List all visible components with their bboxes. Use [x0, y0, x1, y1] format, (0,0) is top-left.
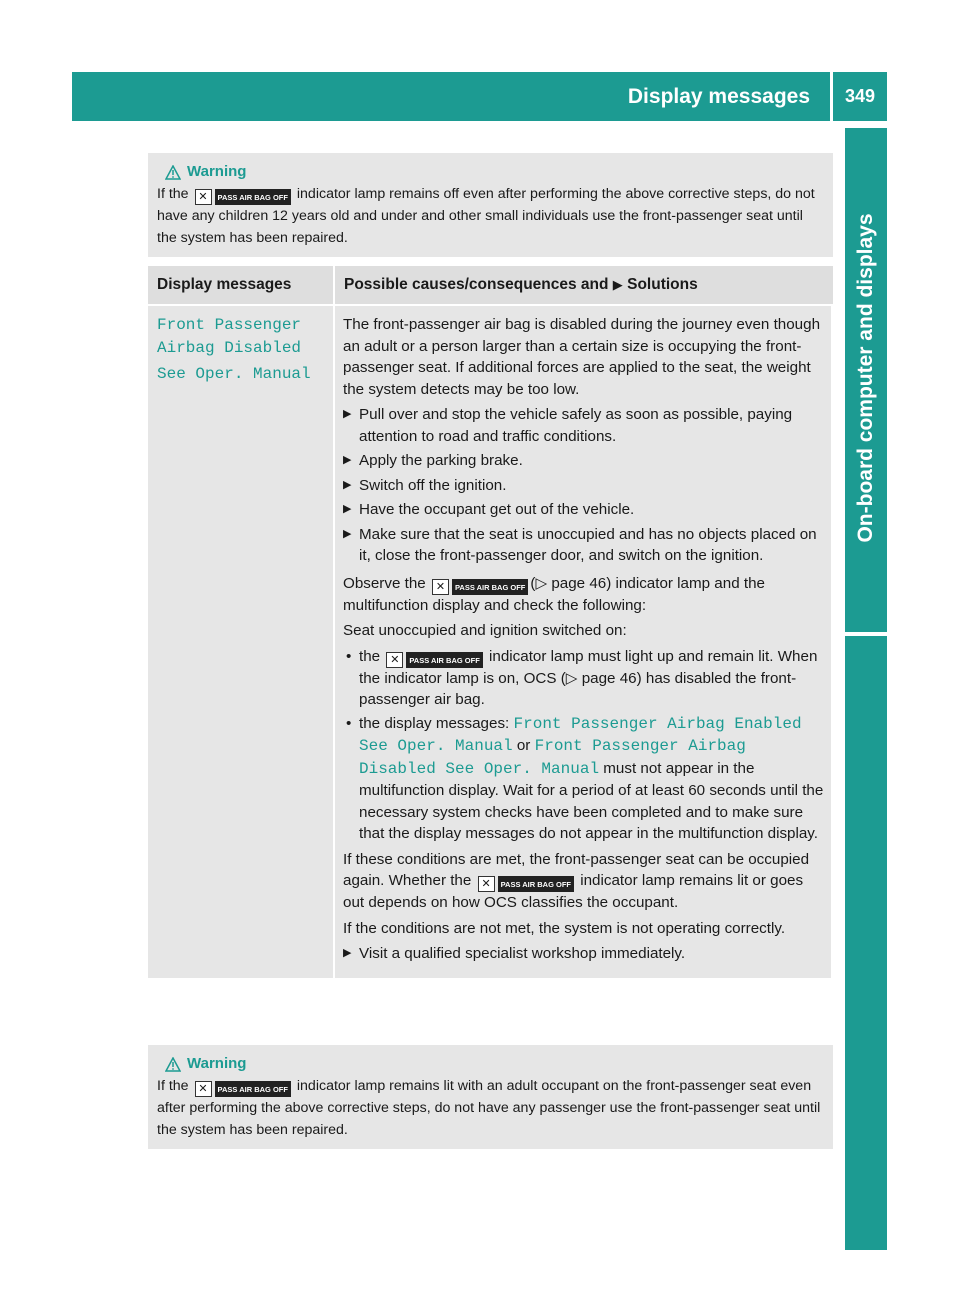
chapter-tab-label: On-board computer and displays — [854, 213, 877, 543]
condition-bullet-text — [359, 713, 825, 845]
bullet-text-end: must not appear in the multifunction display. Wait for a period of at least 60 seconds until the necessary system checks have been completed and to make sure that the display messages do not appear in the multifunction display. — [359, 759, 824, 842]
step-arrow-icon: ▶ — [343, 478, 352, 491]
warning-text-end: indicator lamp remains lit with an adult occupant on the front-passenger seat even after performing the above corrective steps, do not have any passenger use the front-passenger seat until the system has been repaired. — [157, 1078, 821, 1138]
solution-cell — [335, 306, 831, 978]
step-item — [343, 404, 825, 447]
warning-heading — [165, 1053, 824, 1075]
column-header-solutions — [335, 266, 831, 304]
step-text: Visit a qualified specialist workshop immediately. — [359, 945, 686, 962]
warning-heading-text: Warning — [187, 1055, 247, 1072]
pass-airbag-off-icon: PASS AIR BAG OFF — [215, 1081, 291, 1097]
condition-bullet — [343, 713, 825, 845]
step-text: Make sure that the seat is unoccupied and has no objects placed on it, close the front-passenger door, and switch on the ignition. — [359, 525, 817, 564]
step-item — [343, 499, 825, 521]
condition-bullet-text — [359, 646, 825, 711]
seat-occupant-icon: ✕ — [195, 1081, 212, 1097]
seat-occupant-icon: ✕ — [386, 652, 403, 668]
step-item — [343, 475, 825, 497]
bullet-dot: • — [346, 714, 352, 732]
display-messages-table — [148, 266, 833, 978]
pass-airbag-off-icon: PASS AIR BAG OFF — [406, 652, 482, 668]
step-text: Have the occupant get out of the vehicle. — [359, 501, 635, 518]
bullet-dot: • — [346, 647, 352, 665]
condition-label: Seat unoccupied and ignition switched on: — [343, 622, 627, 639]
seat-occupant-icon: ✕ — [432, 579, 449, 595]
page-reference: (▷ page 46) — [530, 574, 612, 592]
display-message-line-2: Airbag Disabled — [157, 339, 302, 357]
airbag-indicator-symbol — [195, 1081, 291, 1097]
step-text: Pull over and stop the vehicle safely as soon as possible, paying attention to road and traffic conditions. — [359, 406, 793, 445]
warning-heading — [165, 161, 824, 183]
display-message-cell — [148, 306, 335, 978]
step-arrow-icon: ▶ — [343, 527, 352, 540]
chapter-tab-divider — [845, 632, 887, 636]
step-item — [343, 943, 825, 965]
step-item — [343, 450, 825, 472]
warning-text-end: indicator lamp remains off even after performing the above corrective steps, do not have any children 12 years old and under and other small individuals use the front-passenger seat until the system has been repaired. — [157, 186, 815, 246]
table-row — [148, 306, 833, 978]
table-header-row — [148, 266, 833, 306]
step-arrow-icon: ▶ — [343, 408, 352, 420]
step-arrow-icon: ▶ — [343, 503, 352, 515]
column-header-display-messages: Display messages — [148, 266, 335, 304]
chapter-tab-label-wrap — [845, 128, 887, 628]
airbag-indicator-symbol — [386, 652, 482, 668]
pass-airbag-off-icon: PASS AIR BAG OFF — [215, 189, 291, 205]
warning-text — [157, 1075, 824, 1141]
bullet-text-start: the — [359, 647, 381, 665]
cause-paragraph: The front-passenger air bag is disabled during the journey even though an adult or a person larger than a certain size is occupying the front-passenger seat. If additional forces are applied to the seat, the weight the system detects may be too low. — [343, 316, 821, 398]
display-message-inline: Front Passenger Airbag Enabled See Oper. Manual — [359, 714, 802, 755]
airbag-indicator-symbol — [195, 189, 291, 205]
warning-box-top — [148, 153, 833, 257]
bullet-text-start: the display messages: — [359, 714, 510, 732]
observe-text-end: indicator lamp and the multifunction display and check the following: — [343, 574, 765, 614]
step-text: Switch off the ignition. — [359, 476, 507, 494]
display-message-line-1: Front Passenger — [157, 316, 302, 334]
display-message-inline: Front Passenger Airbag Disabled See Oper. Manual — [359, 737, 746, 778]
step-arrow-icon: ▶ — [343, 454, 352, 466]
solution-arrow-icon: ▶ — [612, 277, 623, 292]
warning-box-bottom — [148, 1045, 833, 1149]
warning-triangle-icon — [165, 1057, 181, 1072]
page-title: Display messages — [627, 85, 810, 108]
warning-text — [157, 183, 824, 249]
met-text-end: indicator lamp remains lit or goes out depends on how OCS classifies the occupant. — [343, 872, 804, 911]
page-number: 349 — [844, 86, 876, 106]
bullet-text-end: indicator lamp must light up and remain lit. When the indicator lamp is on, OCS (▷ page 46) has disabled the front-passenger air bag. — [359, 647, 818, 708]
met-text-start: If these conditions are met, the front-passenger seat can be occupied again. Whether the — [343, 850, 810, 889]
step-arrow-icon: ▶ — [343, 947, 352, 959]
conditions-not-met-paragraph: If the conditions are not met, the system is not operating correctly. — [343, 919, 786, 937]
observe-text-start: Observe the — [343, 574, 426, 592]
bullet-or: or — [516, 737, 531, 754]
seat-occupant-icon: ✕ — [478, 876, 495, 892]
column-header-text-solutions: Solutions — [627, 276, 698, 293]
warning-text-start: If the — [157, 1078, 189, 1094]
column-header-text: Possible causes/consequences and — [344, 276, 609, 293]
condition-bullet — [343, 646, 825, 711]
warning-text-start: If the — [157, 186, 189, 202]
step-text: Apply the parking brake. — [359, 452, 523, 469]
pass-airbag-off-icon: PASS AIR BAG OFF — [498, 876, 574, 892]
airbag-indicator-symbol — [478, 876, 574, 892]
warning-triangle-icon — [165, 165, 181, 180]
step-item — [343, 524, 825, 567]
pass-airbag-off-icon: PASS AIR BAG OFF — [452, 579, 528, 595]
conditions-met-paragraph — [343, 849, 825, 914]
airbag-indicator-symbol — [432, 579, 528, 595]
display-message-line-3: See Oper. Manual — [157, 365, 311, 383]
warning-heading-text: Warning — [187, 163, 247, 180]
observe-paragraph — [343, 573, 825, 617]
seat-occupant-icon: ✕ — [195, 189, 212, 205]
